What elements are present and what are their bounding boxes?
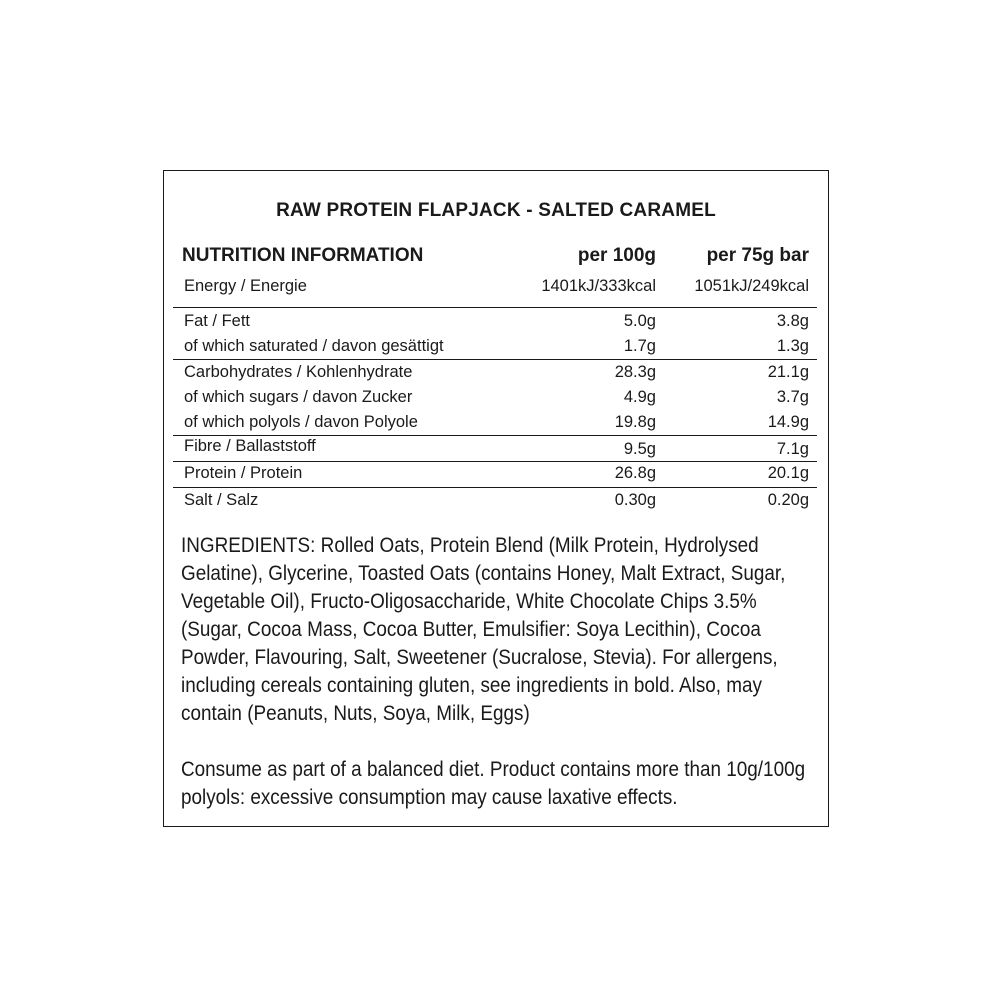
table-divider <box>173 461 817 462</box>
value-per-100g: 26.8g <box>614 464 656 482</box>
nutrition-row-protein <box>184 464 809 486</box>
nutrient-name: of which polyols / davon Polyole <box>184 413 418 431</box>
nutrient-name: Energy / Energie <box>184 277 307 295</box>
value-per-bar: 3.8g <box>776 312 809 330</box>
nutrient-name: of which sugars / davon Zucker <box>184 388 413 406</box>
table-divider <box>173 307 817 308</box>
value-per-100g: 28.3g <box>614 363 656 381</box>
ingredients-text: INGREDIENTS: Rolled Oats, Protein Blend (Milk Protein, Hydrolysed Gelatine), Glycerine, Toasted Oats (contains Honey, Malt Extract, Sugar, Vegetable Oil), Fructo-Oligosaccharide, White Chocolate Chips 3.5% (Sugar, Cocoa Mass, Cocoa Butter, Emulsifier: Soya Lecithin), Cocoa Powder, Flavouring, Salt, Sweetener (Sucralose, Stevia). For allergens, including cereals containing gluten, see ingredients in bold. Also, may contain (Peanuts, Nuts, Soya, Milk, Eggs) <box>181 534 786 725</box>
nutrient-name: Protein / Protein <box>184 464 303 482</box>
nutrition-row-salt <box>184 491 809 513</box>
value-per-bar: 1.3g <box>776 337 809 355</box>
nutrition-row-saturated <box>184 337 809 359</box>
value-per-bar: 3.7g <box>776 388 809 406</box>
value-per-bar: 21.1g <box>767 363 809 381</box>
nutrient-name: Salt / Salz <box>184 491 259 509</box>
table-divider <box>173 359 817 360</box>
value-per-bar: 7.1g <box>776 440 809 458</box>
nutrient-name: Fat / Fett <box>184 312 251 330</box>
value-per-100g: 9.5g <box>623 440 656 458</box>
value-per-bar: 0.20g <box>767 491 809 509</box>
value-per-bar: 1051kJ/249kcal <box>694 277 809 295</box>
value-per-100g: 1.7g <box>623 337 656 355</box>
nutrient-name: of which saturated / davon gesättigt <box>184 337 444 355</box>
nutrition-row-carbohydrates <box>184 363 809 385</box>
value-per-100g: 4.9g <box>623 388 656 406</box>
nutrient-name: Carbohydrates / Kohlenhydrate <box>184 363 413 381</box>
value-per-100g: 0.30g <box>614 491 656 509</box>
value-per-100g: 5.0g <box>623 312 656 330</box>
value-per-bar: 14.9g <box>767 413 809 431</box>
nutrient-name: Fibre / Ballaststoff <box>184 437 316 455</box>
nutrition-row-fibre <box>184 437 809 459</box>
nutrition-row-energy <box>184 277 809 299</box>
column-header-per-bar: per 75g bar <box>706 245 809 266</box>
column-header-per-100g: per 100g <box>577 245 656 266</box>
nutrition-label <box>163 170 829 827</box>
nutrition-row-sugars <box>184 388 809 410</box>
nutrition-row-polyols <box>184 413 809 435</box>
value-per-100g: 19.8g <box>614 413 656 431</box>
table-divider <box>173 435 817 436</box>
consumption-warning: Consume as part of a balanced diet. Product contains more than 10g/100g polyols: excessive consumption may cause laxative effects. <box>181 758 806 809</box>
nutrition-header: NUTRITION INFORMATION <box>182 245 424 266</box>
product-title: RAW PROTEIN FLAPJACK - SALTED CARAMEL <box>276 200 716 221</box>
table-divider <box>173 487 817 488</box>
value-per-100g: 1401kJ/333kcal <box>541 277 656 295</box>
nutrition-row-fat <box>184 312 809 334</box>
value-per-bar: 20.1g <box>767 464 809 482</box>
